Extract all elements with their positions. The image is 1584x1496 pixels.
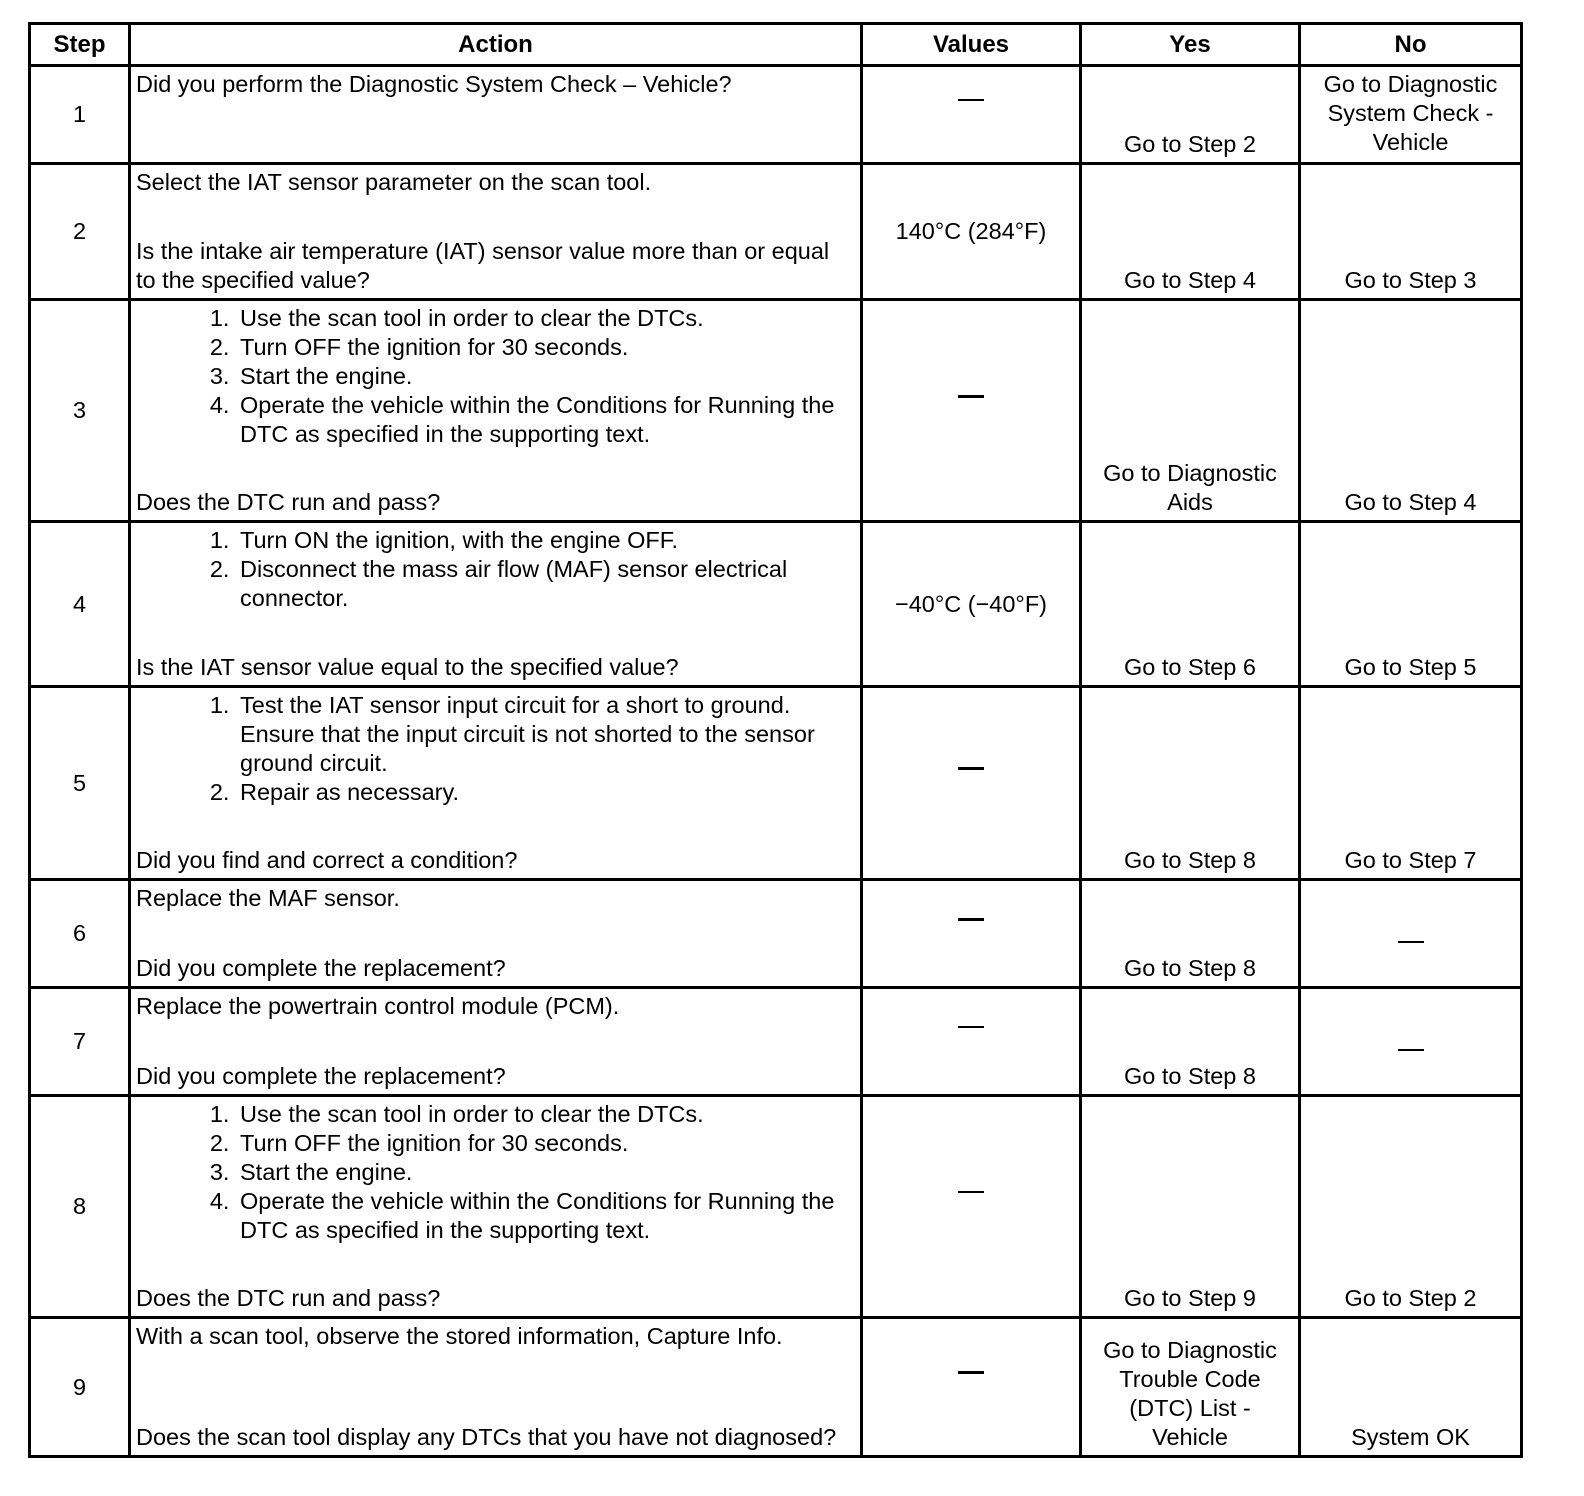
value-cell <box>862 1318 1081 1457</box>
yes-cell: Go to Diagnostic Aids <box>1081 300 1300 522</box>
yes-cell: Go to Step 8 <box>1081 687 1300 880</box>
value-dash <box>958 1191 984 1222</box>
action-cell <box>130 880 862 988</box>
no-dash <box>1398 941 1424 972</box>
value-cell <box>862 300 1081 522</box>
action-item: 1. Test the IAT sensor input circuit for a short to ground. Ensure that the input circuit is not shorted to the sensor ground circuit. <box>236 691 855 778</box>
action-cell <box>130 522 862 687</box>
no-cell: Go to Step 5 <box>1300 522 1522 687</box>
action-item: 4. Operate the vehicle within the Conditions for Running the DTC as specified in the supporting text. <box>236 391 855 449</box>
value-cell <box>862 66 1081 164</box>
action-item: 1. Use the scan tool in order to clear the DTCs. <box>236 304 855 333</box>
action-item: 2. Repair as necessary. <box>236 778 855 807</box>
step-number: 8 <box>30 1096 130 1318</box>
action-question: Does the DTC run and pass? <box>136 489 441 515</box>
action-intro: Replace the powertrain control module (PCM). <box>136 993 620 1019</box>
header-values: Values <box>862 24 1081 66</box>
action-question: Is the intake air temperature (IAT) sensor value more than or equal to the specified value? <box>136 238 830 293</box>
table-row <box>30 1096 1522 1318</box>
action-item: 1. Use the scan tool in order to clear the DTCs. <box>236 1100 855 1129</box>
table-row <box>30 164 1522 300</box>
value-dash <box>958 99 984 130</box>
action-cell <box>130 66 862 164</box>
no-cell: Go to Step 4 <box>1300 300 1522 522</box>
action-item: 3. Start the engine. <box>236 1158 855 1187</box>
action-question: Does the scan tool display any DTCs that you have not diagnosed? <box>136 1424 837 1450</box>
action-question: Did you complete the replacement? <box>136 1063 506 1089</box>
yes-cell: Go to Step 8 <box>1081 880 1300 988</box>
value-dash <box>958 1026 984 1057</box>
step-number: 1 <box>30 66 130 164</box>
diagnostic-table <box>28 22 1523 1458</box>
yes-cell: Go to Step 6 <box>1081 522 1300 687</box>
action-question: Did you complete the replacement? <box>136 955 506 981</box>
table-row <box>30 300 1522 522</box>
value-cell <box>862 988 1081 1096</box>
action-intro: Replace the MAF sensor. <box>136 885 400 911</box>
no-cell: Go to Step 7 <box>1300 687 1522 880</box>
step-number: 2 <box>30 164 130 300</box>
yes-cell: Go to Step 4 <box>1081 164 1300 300</box>
value-dash <box>958 1371 984 1403</box>
value-dash <box>958 767 984 799</box>
value-cell <box>862 687 1081 880</box>
step-number: 5 <box>30 687 130 880</box>
action-item: 2. Turn OFF the ignition for 30 seconds. <box>236 1129 855 1158</box>
value-dash <box>958 918 984 950</box>
header-action: Action <box>130 24 862 66</box>
yes-cell: Go to Step 8 <box>1081 988 1300 1096</box>
action-item: 4. Operate the vehicle within the Conditions for Running the DTC as specified in the supporting text. <box>236 1187 855 1245</box>
value-dash <box>958 395 984 427</box>
action-cell <box>130 687 862 880</box>
value-cell: −40°C (−40°F) <box>862 522 1081 687</box>
step-number: 9 <box>30 1318 130 1457</box>
action-question: Did you perform the Diagnostic System Check – Vehicle? <box>136 71 732 97</box>
action-question: Does the DTC run and pass? <box>136 1285 441 1311</box>
header-step: Step <box>30 24 130 66</box>
value-cell <box>862 1096 1081 1318</box>
value-cell: 140°C (284°F) <box>862 164 1081 300</box>
table-row <box>30 66 1522 164</box>
no-dash <box>1398 1049 1424 1080</box>
action-intro: Select the IAT sensor parameter on the scan tool. <box>136 169 652 195</box>
table-row <box>30 687 1522 880</box>
action-question: Did you find and correct a condition? <box>136 847 518 873</box>
step-number: 7 <box>30 988 130 1096</box>
action-intro: With a scan tool, observe the stored information, Capture Info. <box>136 1323 783 1349</box>
action-cell <box>130 300 862 522</box>
header-no: No <box>1300 24 1522 66</box>
action-question: Is the IAT sensor value equal to the specified value? <box>136 654 679 680</box>
table-row <box>30 988 1522 1096</box>
table-row <box>30 880 1522 988</box>
no-cell: Go to Diagnostic System Check - Vehicle <box>1300 66 1522 164</box>
action-item: 2. Disconnect the mass air flow (MAF) sensor electrical connector. <box>236 555 855 613</box>
table-row <box>30 1318 1522 1457</box>
step-number: 3 <box>30 300 130 522</box>
header-row <box>30 24 1522 66</box>
yes-cell: Go to Diagnostic Trouble Code (DTC) List - Vehicle <box>1081 1318 1300 1457</box>
action-item: 3. Start the engine. <box>236 362 855 391</box>
action-cell <box>130 164 862 300</box>
step-number: 4 <box>30 522 130 687</box>
header-yes: Yes <box>1081 24 1300 66</box>
action-cell <box>130 1096 862 1318</box>
action-item: 1. Turn ON the ignition, with the engine OFF. <box>236 526 855 555</box>
action-item: 2. Turn OFF the ignition for 30 seconds. <box>236 333 855 362</box>
no-cell: Go to Step 2 <box>1300 1096 1522 1318</box>
value-cell <box>862 880 1081 988</box>
yes-cell: Go to Step 2 <box>1081 66 1300 164</box>
step-number: 6 <box>30 880 130 988</box>
no-cell <box>1300 880 1522 988</box>
yes-cell: Go to Step 9 <box>1081 1096 1300 1318</box>
action-cell <box>130 988 862 1096</box>
no-cell: Go to Step 3 <box>1300 164 1522 300</box>
no-cell <box>1300 988 1522 1096</box>
table-row <box>30 522 1522 687</box>
no-cell: System OK <box>1300 1318 1522 1457</box>
action-cell <box>130 1318 862 1457</box>
